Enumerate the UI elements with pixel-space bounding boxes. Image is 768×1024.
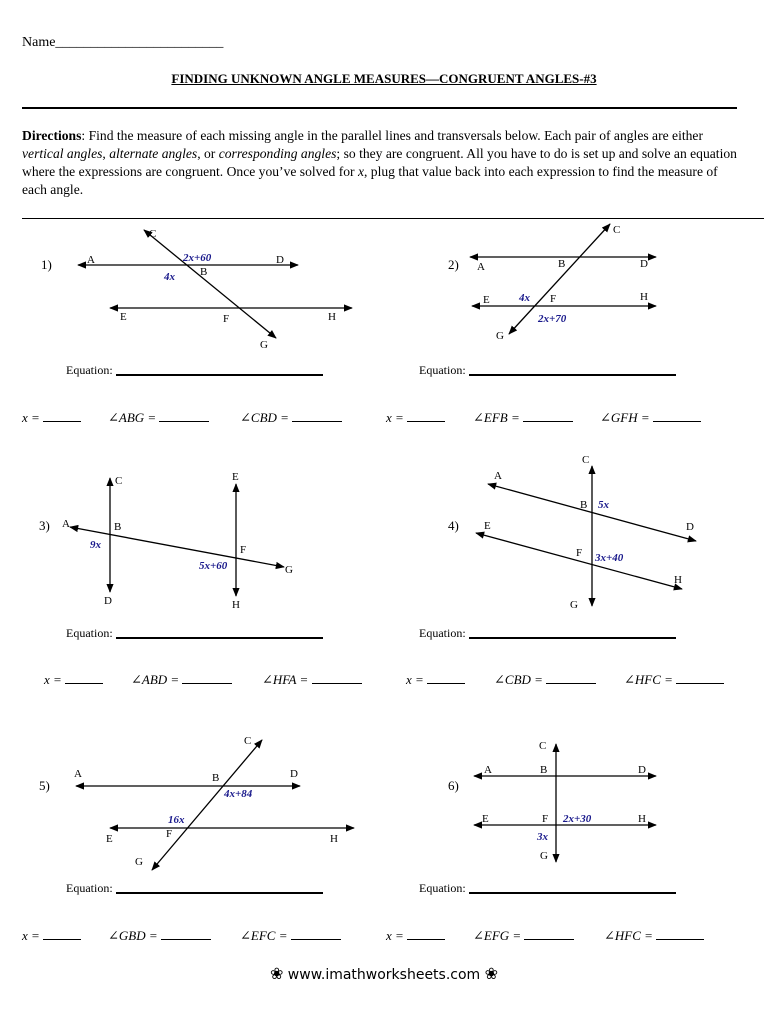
angle-label: ∠CBD = bbox=[240, 410, 289, 425]
angle-label: ∠EFC = bbox=[240, 928, 288, 943]
p2-label-d: D bbox=[640, 258, 648, 270]
x-blank-2[interactable] bbox=[407, 421, 445, 422]
angle-label: ∠GFH = bbox=[600, 410, 650, 425]
p2-label-a: A bbox=[477, 261, 485, 273]
p6-expr-2: 3x bbox=[537, 831, 548, 843]
p2-expr-2: 2x+70 bbox=[538, 313, 567, 325]
equation-row-3 bbox=[66, 626, 323, 641]
angle-blank[interactable] bbox=[312, 683, 362, 684]
x-blank-3[interactable] bbox=[65, 683, 103, 684]
clover-icon: ❀ bbox=[269, 964, 284, 983]
p4-line-eh bbox=[476, 533, 682, 589]
p5-expr-1: 4x+84 bbox=[224, 788, 253, 800]
problem-number-1: 1) bbox=[41, 257, 52, 272]
angle-label: ∠HFC = bbox=[624, 672, 673, 687]
term-vertical: vertical angles bbox=[22, 146, 103, 161]
p3-label-b: B bbox=[114, 521, 122, 533]
answer-x-2 bbox=[386, 410, 445, 426]
answer-x-3 bbox=[44, 672, 103, 688]
p6-label-f: F bbox=[542, 813, 549, 825]
p4-expr-1: 5x bbox=[598, 499, 609, 511]
problem-number-2: 2) bbox=[448, 257, 459, 272]
term-corresponding: corresponding angles bbox=[218, 146, 337, 161]
equation-row-5 bbox=[66, 881, 323, 896]
equation-label: Equation: bbox=[66, 363, 113, 377]
x-label: x = bbox=[386, 928, 404, 943]
p2-label-f: F bbox=[550, 293, 557, 305]
p5-label-g: G bbox=[135, 856, 143, 868]
answer-angle-5b bbox=[240, 928, 341, 944]
x-label: x = bbox=[386, 410, 404, 425]
p3-label-g: G bbox=[285, 564, 293, 576]
p5-label-b: B bbox=[212, 772, 220, 784]
answer-angle-5a bbox=[108, 928, 211, 944]
p3-transversal bbox=[70, 527, 284, 567]
p5-expr-2: 16x bbox=[168, 814, 185, 826]
p1-label-c: C bbox=[149, 228, 157, 240]
answer-x-1 bbox=[22, 410, 81, 426]
equation-row-6 bbox=[419, 881, 676, 896]
angle-label: ∠ABD = bbox=[131, 672, 180, 687]
p5-transversal bbox=[152, 740, 262, 870]
p5-label-f: F bbox=[166, 828, 173, 840]
worksheet-title: FINDING UNKNOWN ANGLE MEASURES—CONGRUENT ANGLES-#3 bbox=[171, 71, 597, 86]
p3-label-e: E bbox=[232, 471, 239, 483]
angle-label: ∠EFB = bbox=[473, 410, 520, 425]
answer-angle-1a bbox=[108, 410, 209, 426]
term-x: x bbox=[357, 164, 364, 179]
equation-blank-2[interactable] bbox=[469, 374, 676, 376]
p2-label-h: H bbox=[640, 291, 648, 303]
footer-url[interactable]: www.imathworksheets.com bbox=[287, 967, 481, 983]
p1-label-a: A bbox=[87, 254, 95, 266]
problem-number-3: 3) bbox=[39, 518, 50, 533]
x-label: x = bbox=[22, 928, 40, 943]
p6-label-b: B bbox=[540, 764, 548, 776]
answer-angle-2a bbox=[473, 410, 573, 426]
p4-label-f: F bbox=[576, 547, 583, 559]
p1-label-f: F bbox=[223, 313, 230, 325]
p4-label-g: G bbox=[570, 599, 578, 611]
p3-label-c: C bbox=[115, 475, 123, 487]
p1-label-b: B bbox=[200, 266, 208, 278]
p4-label-a: A bbox=[494, 470, 502, 482]
equation-label: Equation: bbox=[66, 626, 113, 640]
p4-expr-2: 3x+40 bbox=[595, 552, 624, 564]
p6-expr-1: 2x+30 bbox=[563, 813, 592, 825]
problem-number-6: 6) bbox=[448, 778, 459, 793]
angle-blank[interactable] bbox=[159, 421, 209, 422]
angle-blank[interactable] bbox=[546, 683, 596, 684]
p3-expr-2: 5x+60 bbox=[199, 560, 228, 572]
angle-label: ∠ABG = bbox=[108, 410, 157, 425]
problem-number-5: 5) bbox=[39, 778, 50, 793]
equation-blank-4[interactable] bbox=[469, 637, 676, 639]
equation-row-1 bbox=[66, 363, 323, 378]
x-blank-4[interactable] bbox=[427, 683, 465, 684]
x-label: x = bbox=[22, 410, 40, 425]
answer-angle-3b bbox=[262, 672, 362, 688]
problem-number-4: 4) bbox=[448, 518, 459, 533]
answer-angle-3a bbox=[131, 672, 232, 688]
answer-angle-6a bbox=[473, 928, 574, 944]
p6-label-a: A bbox=[484, 764, 492, 776]
p4-label-h: H bbox=[674, 574, 682, 586]
p5-label-a: A bbox=[74, 768, 82, 780]
p1-expr-1: 2x+60 bbox=[183, 252, 212, 264]
name-field-label: Name________________________ bbox=[22, 35, 224, 50]
answer-x-4 bbox=[406, 672, 465, 688]
p1-transversal bbox=[144, 230, 276, 338]
p5-label-h: H bbox=[330, 833, 338, 845]
x-blank-1[interactable] bbox=[43, 421, 81, 422]
p1-label-d: D bbox=[276, 254, 284, 266]
term-alternate: alternate angles bbox=[109, 146, 198, 161]
x-blank-6[interactable] bbox=[407, 939, 445, 940]
angle-blank[interactable] bbox=[653, 421, 701, 422]
x-label: x = bbox=[44, 672, 62, 687]
angle-blank[interactable] bbox=[161, 939, 211, 940]
p4-label-d: D bbox=[686, 521, 694, 533]
equation-label: Equation: bbox=[66, 881, 113, 895]
angle-label: ∠EFG = bbox=[473, 928, 522, 943]
angle-label: ∠HFA = bbox=[262, 672, 309, 687]
p1-label-g: G bbox=[260, 339, 268, 351]
equation-blank-6[interactable] bbox=[469, 892, 676, 894]
answer-angle-2b bbox=[600, 410, 701, 426]
answer-angle-4b bbox=[624, 672, 724, 688]
p2-label-g: G bbox=[496, 330, 504, 342]
answer-angle-6b bbox=[604, 928, 704, 944]
p6-label-d: D bbox=[638, 764, 646, 776]
p2-label-b: B bbox=[558, 258, 566, 270]
answer-angle-4a bbox=[494, 672, 596, 688]
answer-x-5 bbox=[22, 928, 81, 944]
p2-label-e: E bbox=[483, 294, 490, 306]
angle-label: ∠HFC = bbox=[604, 928, 653, 943]
p4-label-b: B bbox=[580, 499, 588, 511]
site-footer bbox=[0, 964, 768, 983]
p6-label-g: G bbox=[540, 850, 548, 862]
equation-blank-3[interactable] bbox=[116, 637, 323, 639]
p3-label-h: H bbox=[232, 599, 240, 611]
equation-blank-5[interactable] bbox=[116, 892, 323, 894]
p2-expr-1: 4x bbox=[519, 292, 530, 304]
p3-label-f: F bbox=[240, 544, 247, 556]
equation-row-2 bbox=[419, 363, 676, 378]
p4-label-c: C bbox=[582, 454, 590, 466]
angle-blank[interactable] bbox=[182, 683, 232, 684]
p3-expr-1: 9x bbox=[90, 539, 101, 551]
angle-blank[interactable] bbox=[524, 939, 574, 940]
angle-blank[interactable] bbox=[676, 683, 724, 684]
directions-text: : Find the measure of each missing angle in the parallel lines and transversals below. Each pair of angles are either bbox=[81, 128, 703, 143]
equation-label: Equation: bbox=[419, 363, 466, 377]
p5-label-c: C bbox=[244, 735, 252, 747]
p3-label-d: D bbox=[104, 595, 112, 607]
angle-label: ∠CBD = bbox=[494, 672, 543, 687]
equation-blank-1[interactable] bbox=[116, 374, 323, 376]
p6-label-h: H bbox=[638, 813, 646, 825]
answer-x-6 bbox=[386, 928, 445, 944]
p1-expr-2: 4x bbox=[164, 271, 175, 283]
angle-blank[interactable] bbox=[291, 939, 341, 940]
p4-label-e: E bbox=[484, 520, 491, 532]
p3-label-a: A bbox=[62, 518, 70, 530]
clover-icon: ❀ bbox=[484, 964, 499, 983]
answer-angle-1b bbox=[240, 410, 342, 426]
equation-label: Equation: bbox=[419, 626, 466, 640]
p6-label-c: C bbox=[539, 740, 547, 752]
directions-text: , or bbox=[197, 146, 219, 161]
directions-text: , plug that value back into each expression to find the measure of each angle. bbox=[22, 164, 718, 197]
directions-text: , bbox=[102, 146, 110, 161]
angle-blank[interactable] bbox=[292, 421, 342, 422]
p2-label-c: C bbox=[613, 224, 621, 236]
p5-label-e: E bbox=[106, 833, 113, 845]
x-label: x = bbox=[406, 672, 424, 687]
p6-label-e: E bbox=[482, 813, 489, 825]
angle-blank[interactable] bbox=[523, 421, 573, 422]
p1-label-e: E bbox=[120, 311, 127, 323]
angle-label: ∠GBD = bbox=[108, 928, 158, 943]
angle-blank[interactable] bbox=[656, 939, 704, 940]
p5-label-d: D bbox=[290, 768, 298, 780]
equation-label: Equation: bbox=[419, 881, 466, 895]
p1-label-h: H bbox=[328, 311, 336, 323]
equation-row-4 bbox=[419, 626, 676, 641]
directions-text: ; so they are congruent. All you have to do is set up and solve an equation where the expressions are congruent. Once you’ve solved for bbox=[22, 146, 737, 179]
directions-label: Directions bbox=[22, 128, 82, 143]
x-blank-5[interactable] bbox=[43, 939, 81, 940]
